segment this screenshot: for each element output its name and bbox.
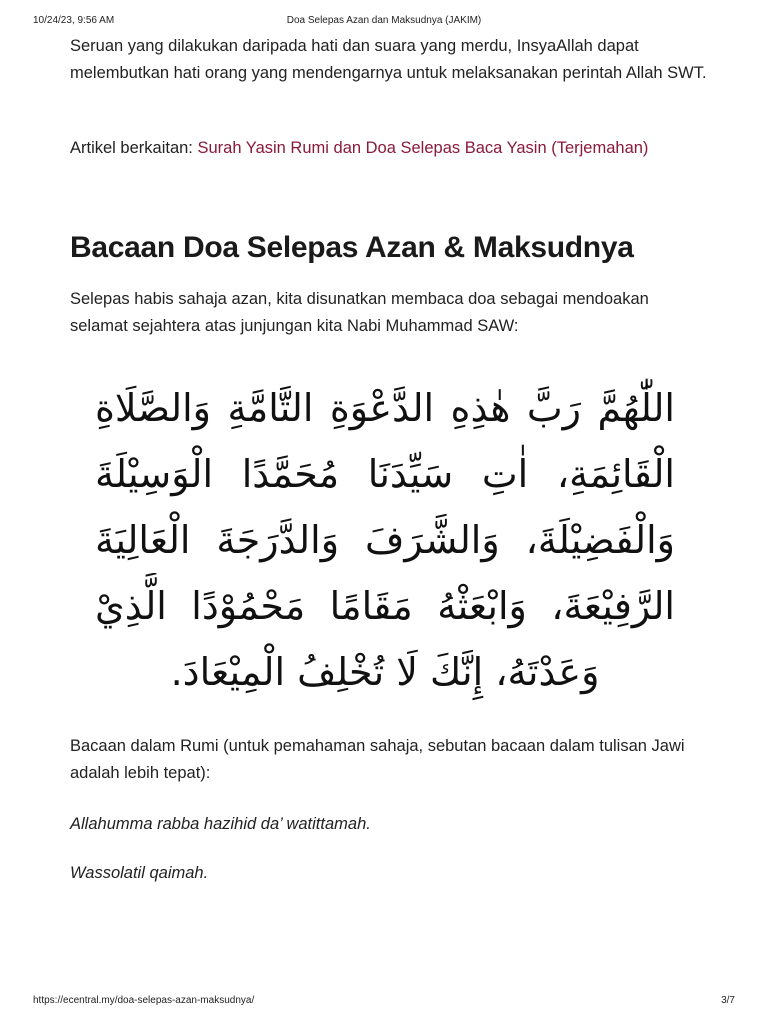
print-page-count: 3/7 xyxy=(721,995,735,1006)
arabic-line: اللّٰهُمَّ رَبَّ هٰذِهِ الدَّعْوَةِ التَّامَّةِ وَالصَّلَاةِ xyxy=(95,386,675,430)
print-footer xyxy=(0,995,768,1009)
arabic-line: وَالْفَضِيْلَةَ، وَالشَّرَفَ وَالدَّرَجَةَ الْعَالِيَةَ xyxy=(95,518,675,562)
related-prefix: Artikel berkaitan: xyxy=(70,139,198,157)
related-article xyxy=(70,135,710,162)
print-url: https://ecentral.my/doa-selepas-azan-maksudnya/ xyxy=(33,995,255,1006)
arabic-line: الْقَائِمَةِ، اٰتِ سَيِّدَنَا مُحَمَّدًا الْوَسِيْلَةَ xyxy=(95,452,675,496)
rumi-intro-paragraph: Bacaan dalam Rumi (untuk pemahaman sahaja, sebutan bacaan dalam tulisan Jawi adalah lebih tepat): xyxy=(70,737,685,782)
print-page-title: Doa Selepas Azan dan Maksudnya (JAKIM) xyxy=(286,15,482,26)
related-article-link[interactable]: Surah Yasin Rumi dan Doa Selepas Baca Yasin (Terjemahan) xyxy=(197,139,649,157)
section-heading: Bacaan Doa Selepas Azan & Maksudnya xyxy=(70,231,634,264)
arabic-line: الرَّفِيْعَةَ، وَابْعَثْهُ مَقَامًا مَحْمُوْدًا الَّذِيْ xyxy=(95,584,675,628)
rumi-line: Wassolatil qaimah. xyxy=(70,864,209,882)
rumi-line: Allahumma rabba hazihid da’ watittamah. xyxy=(70,815,371,833)
print-datetime: 10/24/23, 9:56 AM xyxy=(33,15,115,26)
intro-paragraph: Seruan yang dilakukan daripada hati dan suara yang merdu, InsyaAllah dapat melembutkan hati orang yang mendengarnya untuk melaksanakan perintah Allah SWT. xyxy=(70,37,707,82)
lead-paragraph: Selepas habis sahaja azan, kita disunatkan membaca doa sebagai mendoakan selamat sejahtera atas junjungan kita Nabi Muhammad SAW: xyxy=(70,290,649,335)
print-header xyxy=(0,15,768,29)
arabic-doa-text xyxy=(95,375,675,705)
arabic-line: وَعَدْتَهُ، إِنَّكَ لَا تُخْلِفُ الْمِيْعَادَ. xyxy=(170,650,600,694)
